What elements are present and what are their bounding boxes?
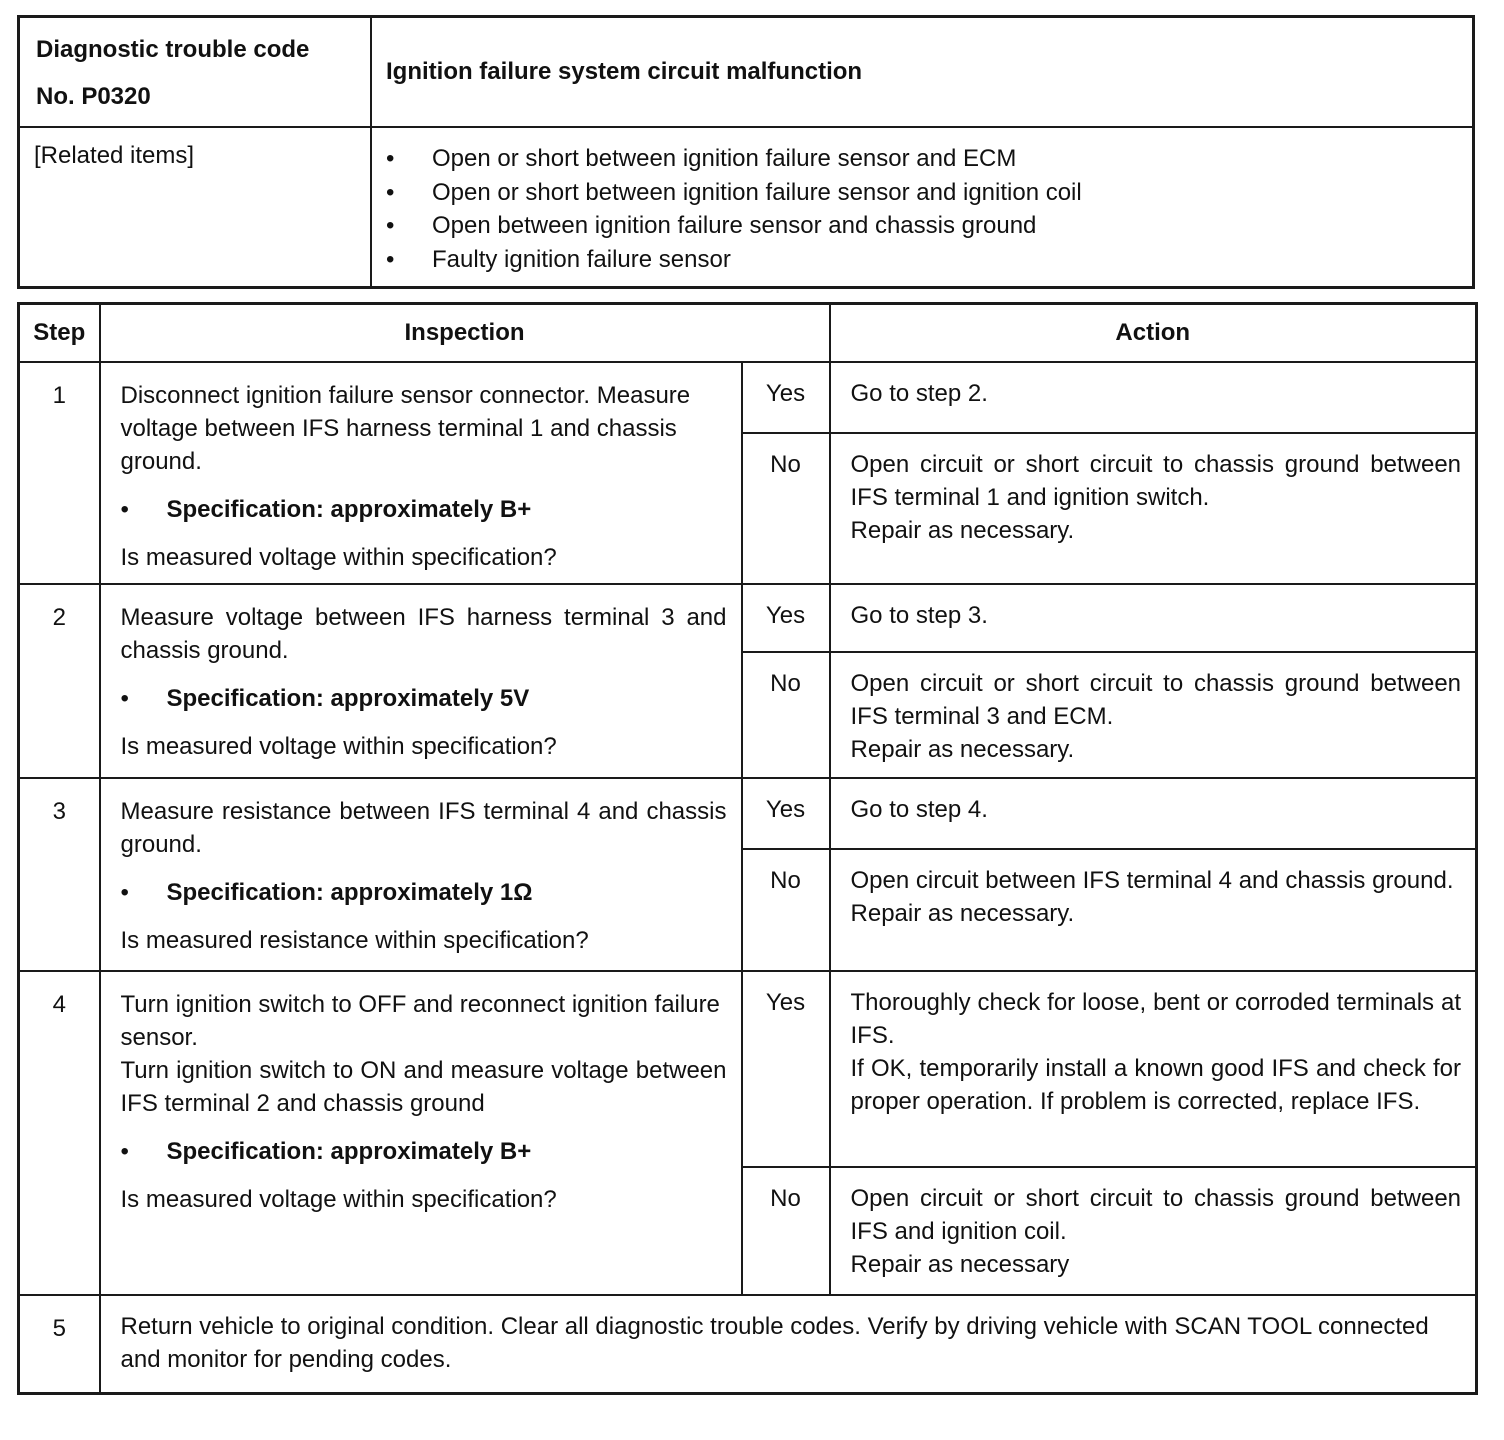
step-number: 4 xyxy=(19,971,100,1295)
inspection-text-2: Turn ignition switch to ON and measure voltage between IFS terminal 2 and chassis ground xyxy=(120,1057,727,1117)
yes-action: Go to step 2. xyxy=(830,362,1477,433)
yes-label: Yes xyxy=(742,362,830,433)
inspection-question: Is measured resistance within specification? xyxy=(120,927,589,954)
yes-label: Yes xyxy=(742,971,830,1167)
col-header-action: Action xyxy=(830,304,1477,363)
final-step-text: Return vehicle to original condition. Clear all diagnostic trouble codes. Verify by driving vehicle with SCAN TOOL connected and monitor for pending codes. xyxy=(100,1295,1477,1394)
inspection-cell xyxy=(100,362,742,584)
step-number: 1 xyxy=(19,362,100,584)
yes-label: Yes xyxy=(742,778,830,849)
no-action-repair: Repair as necessary. xyxy=(850,517,1075,544)
no-label: No xyxy=(742,433,830,584)
inspection-cell xyxy=(100,778,742,971)
yes-action: Go to step 4. xyxy=(830,778,1477,849)
no-action: Open circuit between IFS terminal 4 and chassis ground. xyxy=(850,867,1454,894)
specification: • Specification: approximately 5V xyxy=(121,682,727,715)
related-items-cell xyxy=(371,127,1474,288)
table-row xyxy=(19,584,1477,652)
related-items-list xyxy=(386,142,1458,276)
no-action-cell xyxy=(830,1167,1477,1295)
related-item: • Open or short between ignition failure sensor and ECM xyxy=(386,142,1458,176)
inspection-question: Is measured voltage within specification? xyxy=(120,544,557,571)
no-action: Open circuit or short circuit to chassis ground between IFS and ignition coil. xyxy=(850,1185,1462,1245)
no-label: No xyxy=(742,849,830,971)
no-action: Open circuit or short circuit to chassis ground between IFS terminal 1 and ignition switch. xyxy=(850,451,1462,511)
table-row xyxy=(19,362,1477,433)
no-action-repair: Repair as necessary. xyxy=(850,736,1075,763)
inspection-question: Is measured voltage within specification? xyxy=(120,733,557,760)
col-header-inspection: Inspection xyxy=(100,304,830,363)
table-row xyxy=(19,778,1477,849)
no-action-repair: Repair as necessary. xyxy=(850,900,1075,927)
yes-action-2: If OK, temporarily install a known good IFS and check for proper operation. If problem is corrected, replace IFS. xyxy=(850,1055,1462,1115)
related-items-label: [Related items] xyxy=(19,127,372,288)
no-action-cell xyxy=(830,849,1477,971)
yes-label: Yes xyxy=(742,584,830,652)
dtc-header-table xyxy=(17,15,1475,289)
yes-action-cell xyxy=(830,971,1477,1167)
inspection-cell xyxy=(100,971,742,1295)
yes-action: Thoroughly check for loose, bent or corroded terminals at IFS. xyxy=(850,989,1462,1049)
related-item: • Open between ignition failure sensor and chassis ground xyxy=(386,209,1458,243)
inspection-text: Measure resistance between IFS terminal 4 and chassis ground. xyxy=(120,798,727,858)
specification: • Specification: approximately 1Ω xyxy=(121,876,727,909)
no-label: No xyxy=(742,1167,830,1295)
col-header-step: Step xyxy=(19,304,100,363)
specification: • Specification: approximately B+ xyxy=(121,1135,727,1168)
related-item: • Faulty ignition failure sensor xyxy=(386,243,1458,277)
step-number: 5 xyxy=(19,1295,100,1394)
inspection-text: Turn ignition switch to OFF and reconnect ignition failure sensor. xyxy=(120,991,720,1051)
inspection-cell xyxy=(100,584,742,778)
no-action-cell xyxy=(830,652,1477,778)
dtc-code-label: Diagnostic trouble code xyxy=(36,36,310,63)
table-header-row xyxy=(19,304,1477,363)
related-item: • Open or short between ignition failure sensor and ignition coil xyxy=(386,176,1458,210)
inspection-question: Is measured voltage within specification? xyxy=(120,1186,557,1213)
no-label: No xyxy=(742,652,830,778)
no-action-repair: Repair as necessary xyxy=(850,1251,1070,1278)
specification: • Specification: approximately B+ xyxy=(121,493,727,526)
step-number: 3 xyxy=(19,778,100,971)
no-action-cell xyxy=(830,433,1477,584)
dtc-title: Ignition failure system circuit malfunction xyxy=(371,17,1474,128)
step-number: 2 xyxy=(19,584,100,778)
dtc-code-number: No. P0320 xyxy=(36,83,151,110)
inspection-text: Measure voltage between IFS harness terminal 3 and chassis ground. xyxy=(120,604,727,664)
table-row xyxy=(19,1295,1477,1394)
table-row xyxy=(19,971,1477,1167)
dtc-code-cell xyxy=(19,17,372,128)
yes-action: Go to step 3. xyxy=(830,584,1477,652)
diagnostic-steps-table xyxy=(17,302,1478,1395)
no-action: Open circuit or short circuit to chassis ground between IFS terminal 3 and ECM. xyxy=(850,670,1462,730)
inspection-text: Disconnect ignition failure sensor connector. Measure voltage between IFS harness terminal 1 and chassis ground. xyxy=(120,382,691,475)
